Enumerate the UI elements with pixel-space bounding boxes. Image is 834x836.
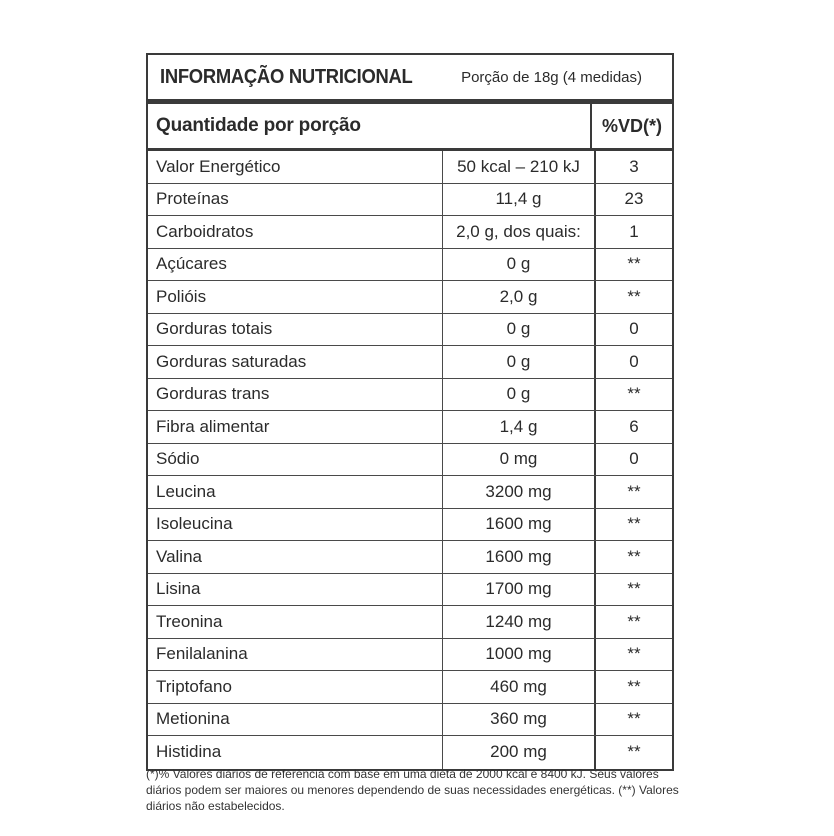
nutrient-amount: 0 g bbox=[442, 249, 594, 281]
table-row bbox=[148, 704, 672, 737]
table-row bbox=[148, 379, 672, 412]
nutrient-amount: 0 g bbox=[442, 379, 594, 411]
footnote: (*)% Valores diários de referência com base em uma dieta de 2000 kcal e 8400 kJ. Seus valores diários podem ser maiores ou menores dependendo de suas necessidades energéticas. (**) Valores diários não estabelecidos. bbox=[146, 767, 679, 813]
nutrient-name: Histidina bbox=[156, 742, 222, 762]
nutrient-amount: 200 mg bbox=[442, 736, 594, 769]
table-row bbox=[148, 541, 672, 574]
nutrient-name: Metionina bbox=[156, 709, 230, 729]
table-row bbox=[148, 671, 672, 704]
nutrient-amount: 1700 mg bbox=[442, 574, 594, 606]
nutrient-name: Fenilalanina bbox=[156, 644, 248, 664]
nutrient-amount: 0 g bbox=[442, 346, 594, 378]
nutrient-daily-value: 3 bbox=[594, 151, 672, 183]
nutrient-amount: 360 mg bbox=[442, 704, 594, 736]
nutrient-name: Isoleucina bbox=[156, 514, 233, 534]
nutrient-daily-value: ** bbox=[594, 476, 672, 508]
nutrient-name: Gorduras totais bbox=[156, 319, 273, 339]
nutrient-daily-value: ** bbox=[594, 281, 672, 313]
portion-size: Porção de 18g (4 medidas) bbox=[461, 68, 642, 86]
nutrient-name: Leucina bbox=[156, 481, 216, 501]
nutrient-amount: 460 mg bbox=[442, 671, 594, 703]
table-row bbox=[148, 151, 672, 184]
nutrient-daily-value: ** bbox=[594, 249, 672, 281]
column-header-row bbox=[148, 104, 672, 151]
table-row bbox=[148, 216, 672, 249]
nutrient-amount: 0 g bbox=[442, 314, 594, 346]
nutrient-amount: 1600 mg bbox=[442, 541, 594, 573]
nutrient-amount: 1,4 g bbox=[442, 411, 594, 443]
nutrient-name: Gorduras saturadas bbox=[156, 351, 307, 371]
nutrient-amount: 2,0 g, dos quais: bbox=[442, 216, 594, 248]
nutrient-amount: 1600 mg bbox=[442, 509, 594, 541]
table-row bbox=[148, 736, 672, 769]
table-row bbox=[148, 476, 672, 509]
nutrient-name: Açúcares bbox=[156, 254, 227, 274]
nutrient-amount: 50 kcal – 210 kJ bbox=[442, 151, 594, 183]
table-row bbox=[148, 639, 672, 672]
nutrient-daily-value: ** bbox=[594, 379, 672, 411]
nutrient-daily-value: 1 bbox=[594, 216, 672, 248]
nutrient-name: Treonina bbox=[156, 611, 223, 631]
nutrient-name: Triptofano bbox=[156, 676, 232, 696]
table-row bbox=[148, 509, 672, 542]
nutrient-daily-value: 0 bbox=[594, 444, 672, 476]
table-row bbox=[148, 411, 672, 444]
nutrient-daily-value: 0 bbox=[594, 314, 672, 346]
nutrient-daily-value: 23 bbox=[594, 184, 672, 216]
nutrient-daily-value: ** bbox=[594, 704, 672, 736]
nutrient-name: Fibra alimentar bbox=[156, 416, 270, 436]
nutrient-name: Polióis bbox=[156, 286, 207, 306]
nutrient-daily-value: 0 bbox=[594, 346, 672, 378]
table-row bbox=[148, 249, 672, 282]
daily-value-header: %VD(*) bbox=[590, 104, 672, 148]
nutrient-name: Sódio bbox=[156, 449, 200, 469]
nutrient-name: Valina bbox=[156, 546, 202, 566]
nutrient-daily-value: ** bbox=[594, 606, 672, 638]
nutrient-amount: 11,4 g bbox=[442, 184, 594, 216]
nutrient-daily-value: ** bbox=[594, 671, 672, 703]
nutrient-name: Lisina bbox=[156, 579, 201, 599]
table-row bbox=[148, 281, 672, 314]
nutrient-amount: 1000 mg bbox=[442, 639, 594, 671]
nutrient-daily-value: ** bbox=[594, 574, 672, 606]
nutrient-name: Gorduras trans bbox=[156, 384, 270, 404]
nutrient-amount: 2,0 g bbox=[442, 281, 594, 313]
title-row bbox=[148, 55, 672, 104]
nutrient-daily-value: ** bbox=[594, 541, 672, 573]
quantity-per-portion-label: Quantidade por porção bbox=[156, 115, 361, 136]
table-row bbox=[148, 184, 672, 217]
nutrient-daily-value: 6 bbox=[594, 411, 672, 443]
nutrient-rows bbox=[148, 151, 672, 769]
nutrient-amount: 3200 mg bbox=[442, 476, 594, 508]
nutrient-daily-value: ** bbox=[594, 736, 672, 769]
table-row bbox=[148, 444, 672, 477]
panel-title: INFORMAÇÃO NUTRICIONAL bbox=[160, 65, 413, 88]
nutrition-facts-panel bbox=[146, 53, 674, 771]
table-row bbox=[148, 606, 672, 639]
nutrient-name: Carboidratos bbox=[156, 221, 254, 241]
nutrient-name: Valor Energético bbox=[156, 156, 281, 176]
table-row bbox=[148, 574, 672, 607]
nutrient-amount: 0 mg bbox=[442, 444, 594, 476]
nutrient-daily-value: ** bbox=[594, 509, 672, 541]
nutrient-name: Proteínas bbox=[156, 189, 229, 209]
table-row bbox=[148, 314, 672, 347]
table-row bbox=[148, 346, 672, 379]
nutrient-amount: 1240 mg bbox=[442, 606, 594, 638]
nutrient-daily-value: ** bbox=[594, 639, 672, 671]
